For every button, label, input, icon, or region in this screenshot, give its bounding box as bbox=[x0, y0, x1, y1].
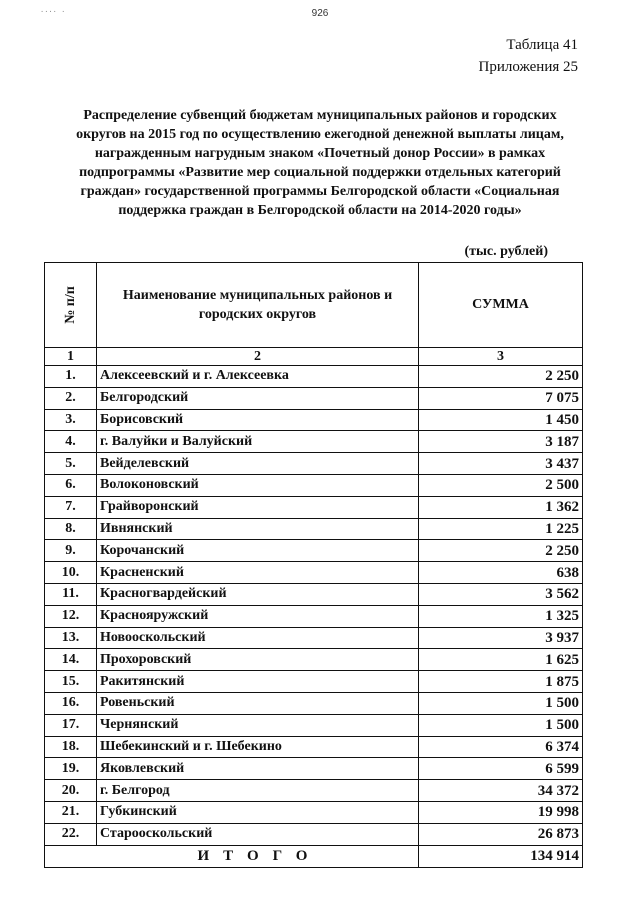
amount: 6 374 bbox=[419, 736, 583, 758]
row-number: 13. bbox=[45, 627, 97, 649]
table-row bbox=[45, 649, 583, 671]
district-name: Прохоровский bbox=[97, 649, 419, 671]
table-row bbox=[45, 758, 583, 780]
total-row bbox=[45, 845, 583, 867]
amount: 3 937 bbox=[419, 627, 583, 649]
district-name: Яковлевский bbox=[97, 758, 419, 780]
row-number: 15. bbox=[45, 671, 97, 693]
row-number: 22. bbox=[45, 823, 97, 845]
amount: 1 325 bbox=[419, 605, 583, 627]
table-row bbox=[45, 605, 583, 627]
amount: 638 bbox=[419, 562, 583, 584]
district-name: Волоконовский bbox=[97, 474, 419, 496]
table-row bbox=[45, 583, 583, 605]
district-name: Новооскольский bbox=[97, 627, 419, 649]
table-row bbox=[45, 692, 583, 714]
column-number: 3 bbox=[419, 348, 583, 366]
district-name: Старооскольский bbox=[97, 823, 419, 845]
table-row bbox=[45, 431, 583, 453]
total-amount: 134 914 bbox=[419, 845, 583, 867]
amount: 1 450 bbox=[419, 409, 583, 431]
header-sum: СУММА bbox=[419, 263, 583, 348]
row-number: 6. bbox=[45, 474, 97, 496]
amount: 2 500 bbox=[419, 474, 583, 496]
district-name: Ивнянский bbox=[97, 518, 419, 540]
district-name: г. Валуйки и Валуйский bbox=[97, 431, 419, 453]
row-number: 11. bbox=[45, 583, 97, 605]
table-row bbox=[45, 801, 583, 823]
district-name: Красногвардейский bbox=[97, 583, 419, 605]
amount: 3 562 bbox=[419, 583, 583, 605]
row-number: 17. bbox=[45, 714, 97, 736]
district-name: Краснояружский bbox=[97, 605, 419, 627]
row-number: 3. bbox=[45, 409, 97, 431]
amount: 2 250 bbox=[419, 366, 583, 388]
table-row bbox=[45, 496, 583, 518]
column-number-row bbox=[45, 348, 583, 366]
row-number: 18. bbox=[45, 736, 97, 758]
table-row bbox=[45, 366, 583, 388]
document-title: Распределение субвенций бюджетам муниципальных районов и городских округов на 2015 год по осуществлению ежегодной денежной выплаты лицам, награжденным нагрудным знаком «Почетный донор России» в рамках подпрограммы «Развитие мер социальной поддержки отдельных категорий граждан» государственной программы Белгородской области «Социальная поддержка граждан в Белгородской области на 2014-2020 годы» bbox=[76, 108, 564, 218]
table-row bbox=[45, 540, 583, 562]
amount: 1 500 bbox=[419, 714, 583, 736]
amount: 3 187 bbox=[419, 431, 583, 453]
district-name: Ракитянский bbox=[97, 671, 419, 693]
amount: 3 437 bbox=[419, 453, 583, 475]
header-num-label: № п/п bbox=[62, 286, 78, 324]
scan-mark: ···· · bbox=[40, 8, 66, 16]
header-num bbox=[45, 263, 97, 348]
amount: 26 873 bbox=[419, 823, 583, 845]
amount: 2 250 bbox=[419, 540, 583, 562]
row-number: 14. bbox=[45, 649, 97, 671]
row-number: 20. bbox=[45, 780, 97, 802]
row-number: 10. bbox=[45, 562, 97, 584]
table-row bbox=[45, 671, 583, 693]
district-name: Белгородский bbox=[97, 387, 419, 409]
district-name: Ровеньский bbox=[97, 692, 419, 714]
units-label: (тыс. рублей) bbox=[464, 244, 548, 259]
row-number: 19. bbox=[45, 758, 97, 780]
row-number: 16. bbox=[45, 692, 97, 714]
amount: 1 225 bbox=[419, 518, 583, 540]
table-row bbox=[45, 714, 583, 736]
amount: 19 998 bbox=[419, 801, 583, 823]
district-name: г. Белгород bbox=[97, 780, 419, 802]
row-number: 7. bbox=[45, 496, 97, 518]
district-name: Алексеевский и г. Алексеевка bbox=[97, 366, 419, 388]
row-number: 1. bbox=[45, 366, 97, 388]
row-number: 4. bbox=[45, 431, 97, 453]
table-label: Таблица 41 bbox=[506, 37, 578, 53]
amount: 1 500 bbox=[419, 692, 583, 714]
amount: 34 372 bbox=[419, 780, 583, 802]
amount: 6 599 bbox=[419, 758, 583, 780]
header-name: Наименование муниципальных районов и городских округов bbox=[97, 263, 419, 348]
subvention-table bbox=[44, 262, 583, 868]
column-number: 2 bbox=[97, 348, 419, 366]
district-name: Вейделевский bbox=[97, 453, 419, 475]
amount: 7 075 bbox=[419, 387, 583, 409]
row-number: 9. bbox=[45, 540, 97, 562]
appendix-label: Приложения 25 bbox=[478, 59, 578, 75]
district-name: Шебекинский и г. Шебекино bbox=[97, 736, 419, 758]
amount: 1 875 bbox=[419, 671, 583, 693]
district-name: Грайворонский bbox=[97, 496, 419, 518]
district-name: Губкинский bbox=[97, 801, 419, 823]
district-name: Красненский bbox=[97, 562, 419, 584]
table-row bbox=[45, 736, 583, 758]
row-number: 12. bbox=[45, 605, 97, 627]
row-number: 8. bbox=[45, 518, 97, 540]
row-number: 2. bbox=[45, 387, 97, 409]
amount: 1 625 bbox=[419, 649, 583, 671]
table-row bbox=[45, 409, 583, 431]
table-row bbox=[45, 387, 583, 409]
table-row bbox=[45, 823, 583, 845]
table-row bbox=[45, 453, 583, 475]
total-label: ИТОГО bbox=[45, 845, 419, 867]
row-number: 5. bbox=[45, 453, 97, 475]
table-header-row bbox=[45, 263, 583, 348]
district-name: Борисовский bbox=[97, 409, 419, 431]
table-row bbox=[45, 780, 583, 802]
row-number: 21. bbox=[45, 801, 97, 823]
table-row bbox=[45, 474, 583, 496]
column-number: 1 bbox=[45, 348, 97, 366]
district-name: Корочанский bbox=[97, 540, 419, 562]
table-reference bbox=[479, 34, 579, 78]
page-number: 926 bbox=[311, 8, 329, 19]
table-row bbox=[45, 627, 583, 649]
table-row bbox=[45, 518, 583, 540]
amount: 1 362 bbox=[419, 496, 583, 518]
district-name: Чернянский bbox=[97, 714, 419, 736]
table-row bbox=[45, 562, 583, 584]
